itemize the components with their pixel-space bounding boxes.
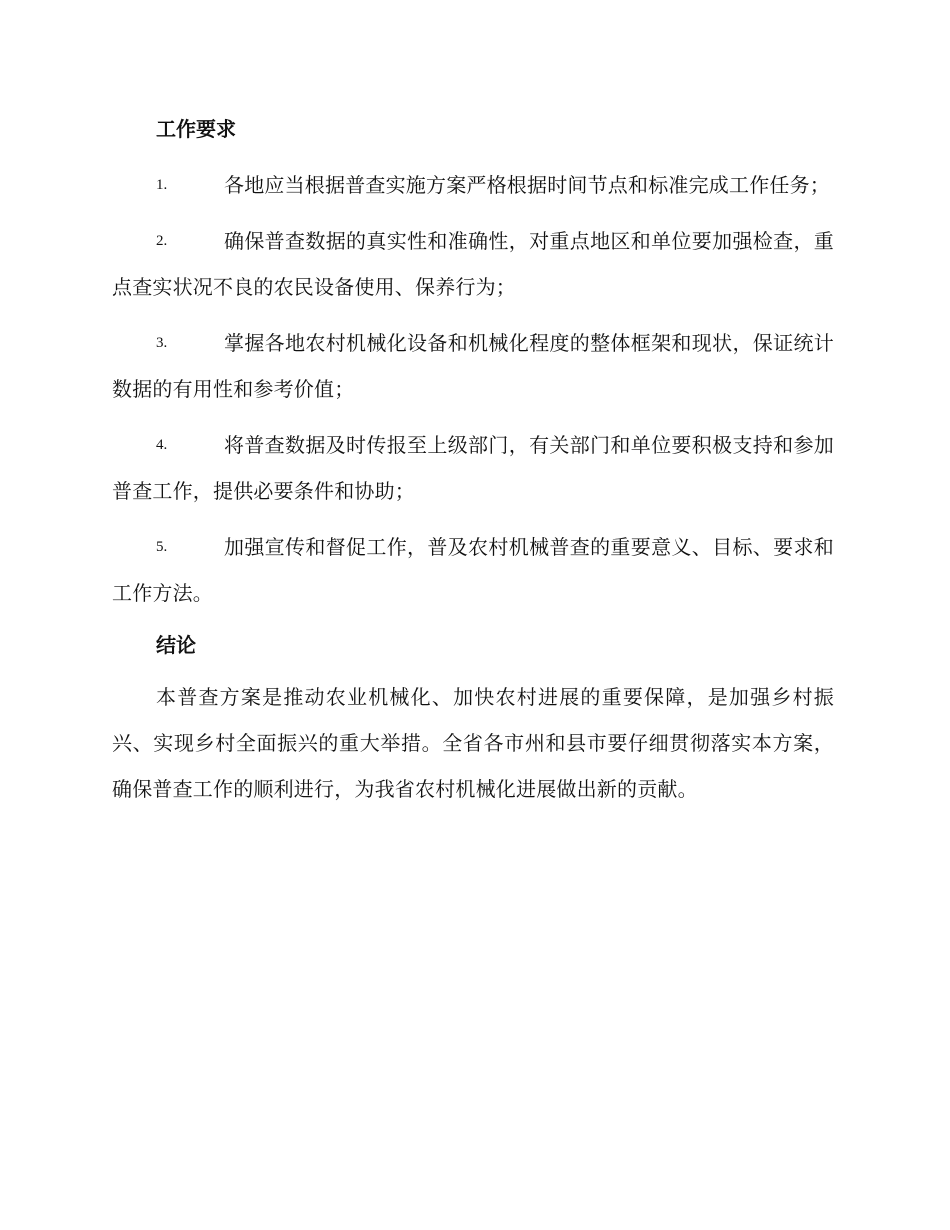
- list-item-text: 确保普查数据的真实性和准确性，对重点地区和单位要加强检查，重点查实状况不良的农民设备使用、保养行为；: [112, 229, 834, 299]
- list-item-number: 1.: [156, 177, 168, 193]
- list-item: [112, 320, 834, 412]
- section-heading-work-requirements: 工作要求: [156, 117, 236, 141]
- list-item-number: 3.: [156, 335, 168, 351]
- list-item-text: 加强宣传和督促工作，普及农村机械普查的重要意义、目标、要求和工作方法。: [112, 535, 834, 605]
- work-requirements-list: [112, 162, 834, 616]
- section-heading-conclusion: 结论: [156, 633, 196, 657]
- list-item: [112, 218, 834, 310]
- list-item-number: 5.: [156, 539, 168, 555]
- list-item-text: 各地应当根据普查实施方案严格根据时间节点和标准完成工作任务；: [224, 173, 830, 197]
- list-item: [112, 162, 834, 208]
- conclusion-paragraph: 本普查方案是推动农业机械化、加快农村进展的重要保障，是加强乡村振兴、实现乡村全面振兴的重大举措。全省各市州和县市要仔细贯彻落实本方案，确保普查工作的顺利进行，为我省农村机械化进展做出新的贡献。: [112, 685, 834, 801]
- list-item: [112, 524, 834, 616]
- list-item-text: 将普查数据及时传报至上级部门，有关部门和单位要积极支持和参加普查工作，提供必要条件和协助；: [112, 433, 834, 503]
- list-item-number: 2.: [156, 233, 168, 249]
- document-body: [112, 110, 834, 812]
- list-item-number: 4.: [156, 437, 168, 453]
- list-item-text: 掌握各地农村机械化设备和机械化程度的整体框架和现状，保证统计数据的有用性和参考价值；: [112, 331, 834, 401]
- list-item: [112, 422, 834, 514]
